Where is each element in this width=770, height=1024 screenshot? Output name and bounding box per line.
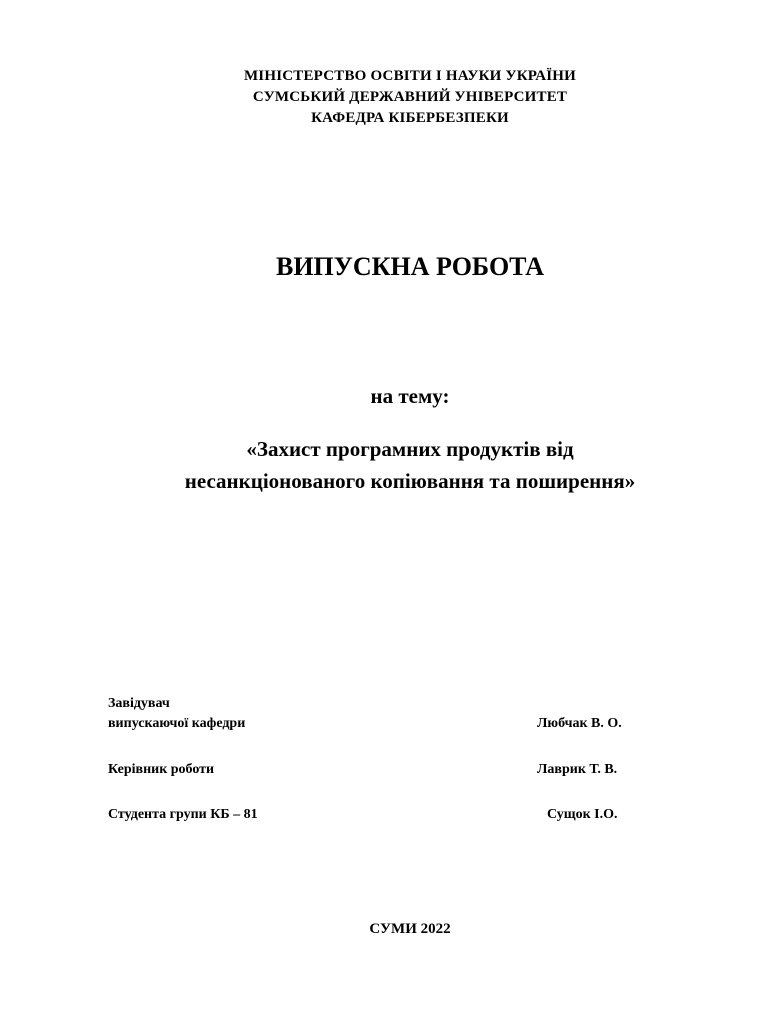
document-type-title: ВИПУСКНА РОБОТА bbox=[275, 252, 544, 281]
head-role-line-1: Завідувач bbox=[108, 696, 170, 711]
topic-title-line-2: несанкціонованого копіювання та поширення» bbox=[184, 469, 636, 493]
supervisor-name: Лаврик Т. В. bbox=[537, 762, 618, 777]
ministry-name: МІНІСТЕРСТВО ОСВІТИ І НАУКИ УКРАЇНИ bbox=[243, 68, 577, 84]
department-name: КАФЕДРА КІБЕРБЕЗПЕКИ bbox=[311, 110, 509, 126]
student-name: Сущок І.О. bbox=[547, 807, 618, 822]
student-role: Студента групи КБ – 81 bbox=[108, 807, 258, 822]
head-name: Любчак В. О. bbox=[537, 716, 622, 731]
topic-title-line-1: «Захист програмних продуктів від bbox=[246, 437, 574, 461]
head-role-line-2: випускаючої кафедри bbox=[108, 716, 246, 731]
institution-header bbox=[0, 66, 770, 129]
topic-title bbox=[50, 433, 770, 497]
supervisor-role: Керівник роботи bbox=[108, 762, 215, 777]
university-name: СУМСЬКИЙ ДЕРЖАВНИЙ УНІВЕРСИТЕТ bbox=[252, 89, 568, 105]
city-year: СУМИ 2022 bbox=[369, 921, 451, 937]
topic-label: на тему: bbox=[370, 384, 450, 408]
